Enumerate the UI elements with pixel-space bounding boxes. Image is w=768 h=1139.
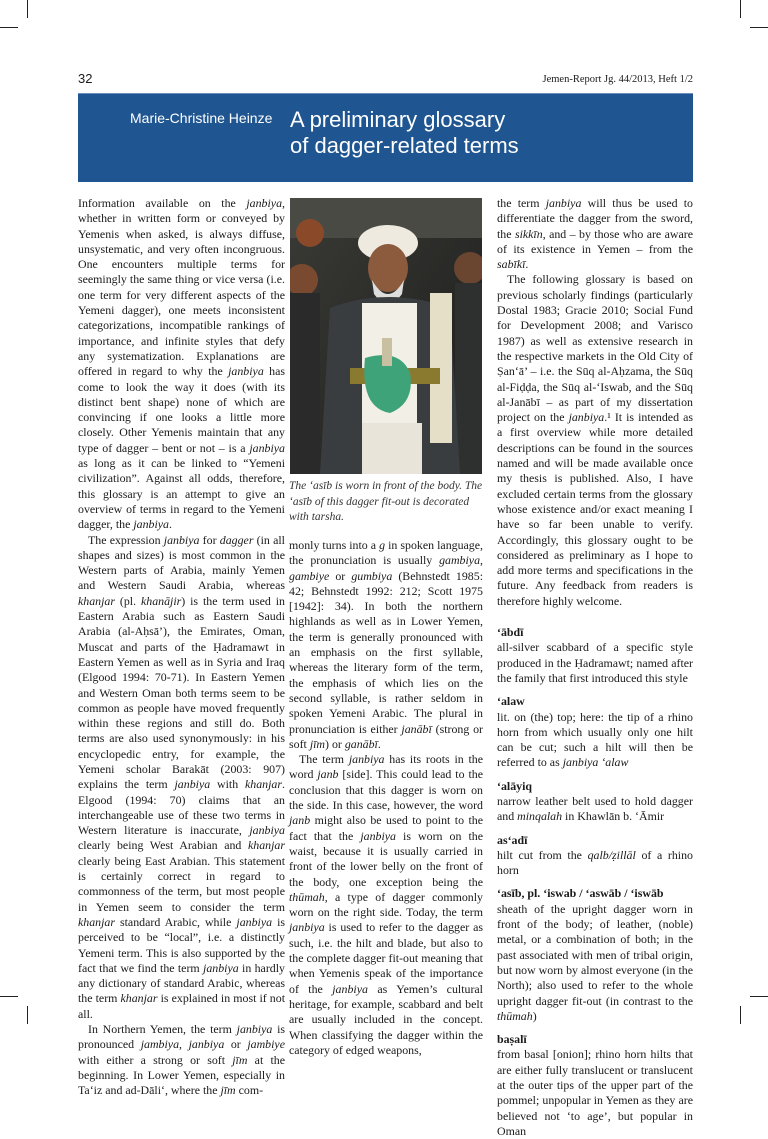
glossary-entry xyxy=(497,625,693,686)
italic-term: ganābī xyxy=(344,736,378,751)
glossary-entry xyxy=(497,779,693,825)
italic-term: g xyxy=(379,538,386,552)
italic-term: tarsha xyxy=(311,511,342,523)
paragraph: the term janbiya will thus be used to differentiate the dagger from the sword, the sikkīn, and – by those who are aware of its existence in Yemen – from the sabīkī. xyxy=(497,196,694,272)
italic-term: gumbiya xyxy=(351,568,393,583)
title-banner xyxy=(78,93,693,182)
dagger-photo xyxy=(290,198,482,474)
crop-mark xyxy=(0,996,18,997)
crop-mark xyxy=(27,1006,28,1024)
crop-mark xyxy=(27,0,28,18)
italic-term: jambiya xyxy=(140,1037,180,1052)
paragraph: The following glossary is based on previous scholarly findings (particularly Dostal 1983; Gracie 2010; Social Fund for Development 2008; and Varisco 1987) as well as extensive research in the respective markets in the Old City of Ṣan‘ā’ – i.e. the Sūq al-Aḥzama, the Sūq al-Fiḍḍa, the Sūq al-‘Iswab, and the Sūq al-Janābī – as part of my dissertation project on the janbiya.¹ It is intended as a first overview while more detailed descriptions can be found in the sources named and will be made available once my thesis is published. Also, I have excluded certain terms from the glossary whose existence and/or exact meaning I have so far been unable to verify. Accordingly, this glossary ought to be considered as preliminary as I hope to add more terms and specifications in the future. Any feedback from readers is therefore highly welcome. xyxy=(497,272,693,608)
italic-term: janbiya ‘alaw xyxy=(562,755,629,770)
glossary-definition: lit. on (the) top; here: the tip of a rhino horn from which usually only one hilt can be cut; such a hilt will then be referred to as janbiya ‘alaw xyxy=(497,709,693,770)
italic-term: sikkīn xyxy=(514,226,543,241)
italic-term: janbiya xyxy=(360,828,396,843)
italic-term: janbiya xyxy=(174,777,211,792)
paragraph: In Northern Yemen, the term janbiya is pronounced jambiya, janbiya or jambiye with either a strong or soft jīm at the beginning. In Lower Yemen, especially in Ta‘iz and ad-Dāli‘, where the jīm com- xyxy=(78,1022,286,1098)
paragraph: Information available on the janbiya, whether in written form or conveyed by Yemenis when asked, is always diffuse, unsystematic, and very often incongruous. One encounters multiple terms for seemingly the same thing or vice versa (i.e. one term for very different aspects of the Yemeni dagger), one meets inconsistent categorizations, incompatible rankings of importance, and infinite styles that defy any systematization. Explanations are offered in regard to why the janbiya has come to look the way it does (with its distinct bent shape) none of which are convincing if one looks a little more closely. Other Yemenis maintain that any type of dagger – bent or not – is a janbiya as long as it can be linked to “Yemeni civilization”. Against all odds, therefore, this glossary is an attempt to give an overview of terms in regard to the Yemeni dagger, the janbiya. xyxy=(78,196,285,532)
italic-term: janb xyxy=(289,813,311,828)
glossary-term: ‘alāyiq xyxy=(497,778,533,793)
italic-term: jīm xyxy=(309,736,326,751)
italic-term: dagger xyxy=(219,532,254,547)
italic-term: khanjar xyxy=(78,914,115,929)
italic-term: khanjar xyxy=(245,777,283,792)
journal-reference: Jemen-Report Jg. 44/2013, Heft 1/2 xyxy=(542,74,693,85)
italic-term: gambiye xyxy=(289,568,330,583)
italic-term: khanjar xyxy=(78,593,115,608)
italic-term: janbiya xyxy=(228,364,264,379)
title-line: A preliminary glossary xyxy=(290,107,506,132)
italic-term: jīm xyxy=(232,1052,248,1067)
text-column-3 xyxy=(497,196,693,1139)
italic-term: janbiya xyxy=(203,960,239,975)
italic-term: janbiya xyxy=(163,532,200,547)
italic-term: khanjar xyxy=(120,991,158,1006)
crop-mark xyxy=(740,1006,741,1024)
italic-term: janbiya xyxy=(188,1037,225,1052)
italic-term: jīm xyxy=(220,1083,236,1098)
crop-mark xyxy=(0,27,18,28)
italic-term: janbiya xyxy=(289,920,325,935)
glossary-term: baṣalī xyxy=(497,1032,527,1047)
italic-term: gambiya xyxy=(439,553,481,568)
glossary-definition: from basal [onion]; rhino horn hilts that are either fully translucent or translucent at the outer tips of the upper part of the pommel; unpopular in Yemen as they are believed not ‘to age’, but popular in Oman xyxy=(497,1047,693,1138)
italic-term: thūmah xyxy=(497,1008,533,1023)
glossary-term: as‘adī xyxy=(497,832,528,847)
intro-text xyxy=(497,196,693,609)
italic-term: khanjar xyxy=(248,838,285,853)
italic-term: janābī xyxy=(401,721,432,736)
paragraph: monly turns into a g in spoken language, the pronunciation is usually gambiya, gambiye or gumbiya (Behnstedt 1985: 42; Behnstedt 1992: 212; Scott 1975 [1942]: 34). In both the northern highlands as well as in Lower Yemen, the term is generally pronounced with an emphasis on the first syllable, whereas the literary form of the term, the emphasis of which lies on the second syllable, is rather seldom in spoken Yemeni Arabic. The plural in pronunciation is either janābī (strong or soft jīm) or ganābī. xyxy=(289,538,484,751)
glossary-term: ‘alaw xyxy=(497,694,525,709)
glossary-entry xyxy=(497,1032,693,1139)
glossary-definition: hilt cut from the qalb/ẓillāl of a rhino horn xyxy=(497,847,694,878)
italic-term: janbiya xyxy=(236,914,273,929)
italic-term: minqalah xyxy=(517,809,563,824)
author-name: Marie-Christine Heinze xyxy=(130,110,273,126)
italic-term: janbiya xyxy=(133,517,169,532)
italic-term: jambiye xyxy=(247,1037,285,1052)
text-column-1 xyxy=(78,196,285,1099)
crop-mark xyxy=(750,27,768,28)
article-title xyxy=(290,107,519,159)
italic-term: sabīkī xyxy=(497,257,526,272)
italic-term: janbiya xyxy=(568,410,605,425)
glossary-term: ‘ābdī xyxy=(497,625,524,640)
glossary-term: ‘asīb, pl. ‘iswab / ‘aswāb / ‘iswāb xyxy=(497,886,664,901)
italic-term: janbiya xyxy=(236,1022,273,1037)
glossary-list xyxy=(497,625,693,1139)
italic-term: janb xyxy=(317,767,339,782)
paragraph: The term janbiya has its roots in the word janb [side]. This could lead to the conclusion that this dagger is worn on the side. In this case, however, the word janb might also be used to point to the fact that the janbiya is worn on the waist, because it is usually carried in front of the lower belly on the front of the body, one exception being the thūmah, a type of dagger commonly worn on the right side. Today, the term janbiya is used to refer to the dagger as such, i.e. the hilt and blade, but also to the complete dagger fit-out meaning that when Yemenis speak of the importance of the janbiya as Yemen’s cultural heritage, for example, scabbard and belt are usually included in the concept. When classifying the dagger within the category of edged weapons, xyxy=(289,752,483,1057)
italic-term: qalb/ẓillāl xyxy=(587,847,636,862)
crop-mark xyxy=(740,0,741,18)
italic-term: janbiya xyxy=(249,823,285,838)
glossary-entry xyxy=(497,833,693,879)
italic-term: janbiya xyxy=(249,440,285,455)
italic-term: janbiya xyxy=(545,196,582,210)
figure-caption: The ‘asīb is worn in front of the body. The ‘asīb of this dagger fit-out is decorated with tarsha. xyxy=(289,480,483,523)
page-number: 32 xyxy=(78,71,93,86)
text-column-2 xyxy=(289,538,483,1058)
italic-term: thūmah xyxy=(289,889,325,904)
glossary-definition: narrow leather belt used to hold dagger and minqalah in Khawlān b. ‘Āmir xyxy=(497,793,693,824)
paragraph: The expression janbiya for dagger (in all shapes and sizes) is most common in the Western parts of Arabia, mainly Yemen and Western Saudi Arabia, whereas khanjar (pl. khanājir) is the term used in Eastern Arabia such as Eastern Saudi Arabia (al-Aḥsā’), the Emirates, Oman, Muscat and parts of the Ḥadramawt in Eastern Yemen as well as in Syria and Iraq (Elgood 1994: 70-71). In Eastern Yemen and Western Oman both terms seem to be common as people have moved frequently within these regions and still do. Both terms are also used synonymously: in his encyclopedic entry, for example, the Yemeni scholar Barakāt (2003: 907) explains the term janbiya with khanjar. Elgood (1994: 70) claims that an interchangeable use of these two terms in Western literature is inaccurate, janbiya clearly being West Arabian and khanjar clearly being East Arabian. This statement is certainly correct in regard to commonness of the term, but most people in Yemen seem to consider the term khanjar standard Arabic, while janbiya is perceived to be “local”, i.e. a distinctly Yemeni term. This is also supported by the fact that we find the term janbiya in hardly any dictionary of standard Arabic, whereas the term khanjar is explained in most if not all. xyxy=(78,532,285,1021)
glossary-definition: all-silver scabbard of a specific style produced in the Ḥadramawt; named after the family that first introduced this style xyxy=(497,640,693,685)
title-line: of dagger-related terms xyxy=(290,133,519,158)
glossary-entry xyxy=(497,694,693,770)
italic-term: khanājir xyxy=(140,593,182,608)
italic-term: janbiya xyxy=(246,196,283,210)
italic-term: janbiya xyxy=(332,981,368,996)
crop-mark xyxy=(750,996,768,997)
glossary-definition: sheath of the upright dagger worn in front of the body; of leather, (noble) metal, or a combination of both; in the past associated with men of tribal origin, but now worn by almost everyone (in the North); also used to refer to the whole upright dagger fit-out (in contrast to the thūmah) xyxy=(497,901,693,1023)
glossary-entry xyxy=(497,886,693,1024)
italic-term: janbiya xyxy=(348,752,385,767)
